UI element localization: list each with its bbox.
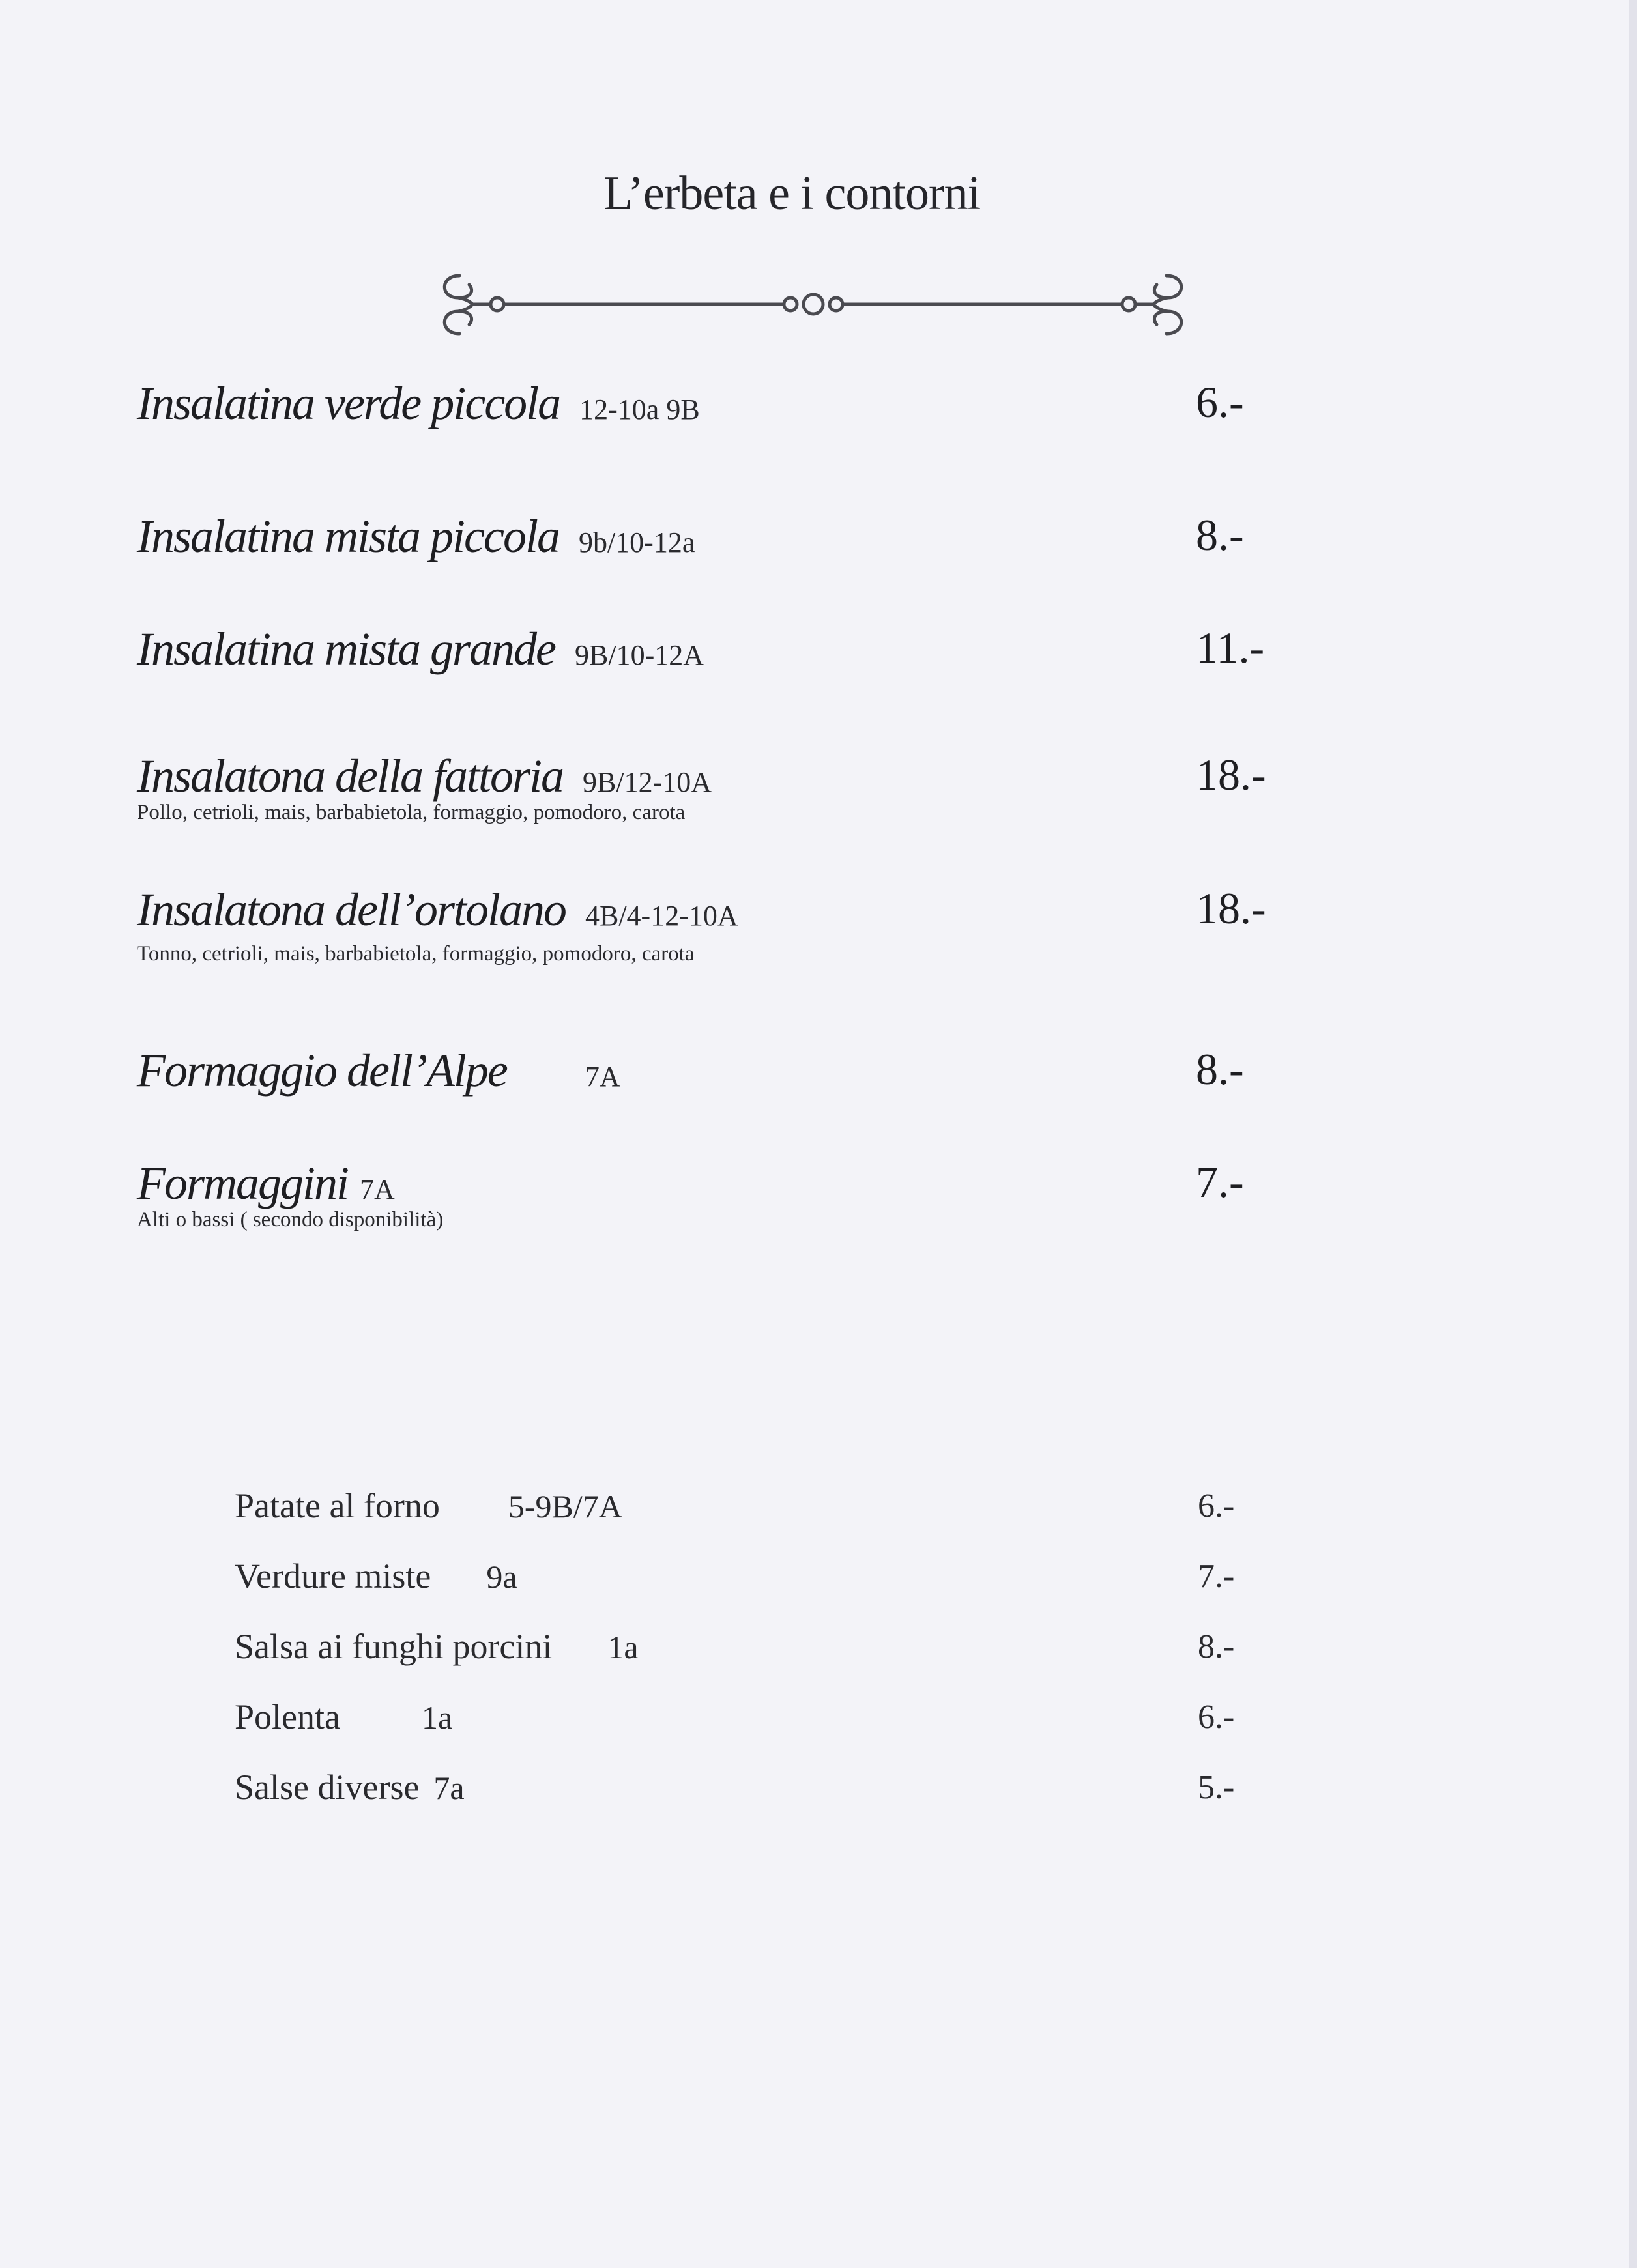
side-item	[235, 1556, 1251, 1596]
menu-item	[137, 1044, 1284, 1098]
side-allergen-code: 9a	[486, 1558, 517, 1595]
side-allergen-code: 7a	[433, 1770, 465, 1806]
side-price: 6.-	[1198, 1487, 1235, 1525]
item-price: 18.-	[1196, 750, 1266, 799]
side-price: 8.-	[1198, 1628, 1235, 1665]
item-allergen-code: 9B/10-12A	[575, 639, 704, 671]
item-name: Formaggini	[137, 1157, 349, 1209]
item-allergen-code: 12-10a 9B	[579, 394, 700, 425]
item-name: Formaggio dell’Alpe	[137, 1044, 507, 1097]
menu-item	[137, 622, 1284, 676]
menu-item	[137, 377, 1284, 431]
item-price: 6.-	[1196, 377, 1244, 427]
menu-item	[137, 510, 1284, 564]
side-name: Verdure miste	[235, 1557, 431, 1596]
ornamental-divider	[433, 264, 1193, 345]
side-item	[235, 1767, 1251, 1807]
side-name: Salse diverse	[235, 1768, 420, 1807]
item-allergen-code: 4B/4-12-10A	[585, 900, 738, 932]
side-price: 7.-	[1198, 1558, 1235, 1595]
side-name: Patate al forno	[235, 1486, 440, 1525]
side-item	[235, 1697, 1251, 1737]
side-allergen-code: 1a	[421, 1699, 453, 1736]
item-price: 18.-	[1196, 883, 1266, 933]
item-allergen-code: 9B/12-10A	[583, 766, 712, 798]
side-allergen-code: 1a	[607, 1629, 639, 1665]
item-allergen-code: 7A	[360, 1173, 395, 1205]
item-description: Alti o bassi ( secondo disponibilità)	[137, 1208, 444, 1231]
item-name: Insalatona dell’ortolano	[137, 883, 566, 936]
item-allergen-code: 7A	[585, 1061, 620, 1093]
side-price: 5.-	[1198, 1769, 1235, 1806]
menu-item	[137, 1156, 1284, 1232]
item-name: Insalatona della fattoria	[137, 750, 564, 802]
item-price: 8.-	[1196, 510, 1244, 560]
item-price: 8.-	[1196, 1044, 1244, 1094]
item-name: Insalatina mista grande	[137, 623, 556, 675]
menu-item	[137, 883, 1284, 966]
item-allergen-code: 9b/10-12a	[578, 526, 695, 558]
page-title: L’erbeta e i contorni	[603, 167, 981, 220]
item-description: Pollo, cetrioli, mais, barbabietola, formaggio, pomodoro, carota	[137, 801, 686, 824]
item-name: Insalatina mista piccola	[137, 510, 559, 562]
item-description: Tonno, cetrioli, mais, barbabietola, formaggio, pomodoro, carota	[137, 942, 695, 966]
side-item	[235, 1626, 1251, 1667]
side-name: Polenta	[235, 1697, 340, 1736]
side-allergen-code: 5-9B/7A	[508, 1488, 622, 1525]
side-name: Salsa ai funghi porcini	[235, 1627, 553, 1666]
item-price: 11.-	[1196, 623, 1265, 672]
side-item	[235, 1486, 1251, 1526]
item-name: Insalatina verde piccola	[137, 377, 560, 429]
side-price: 6.-	[1198, 1699, 1235, 1736]
page-edge	[1629, 0, 1637, 2268]
item-price: 7.-	[1196, 1157, 1244, 1207]
menu-item	[137, 749, 1284, 825]
